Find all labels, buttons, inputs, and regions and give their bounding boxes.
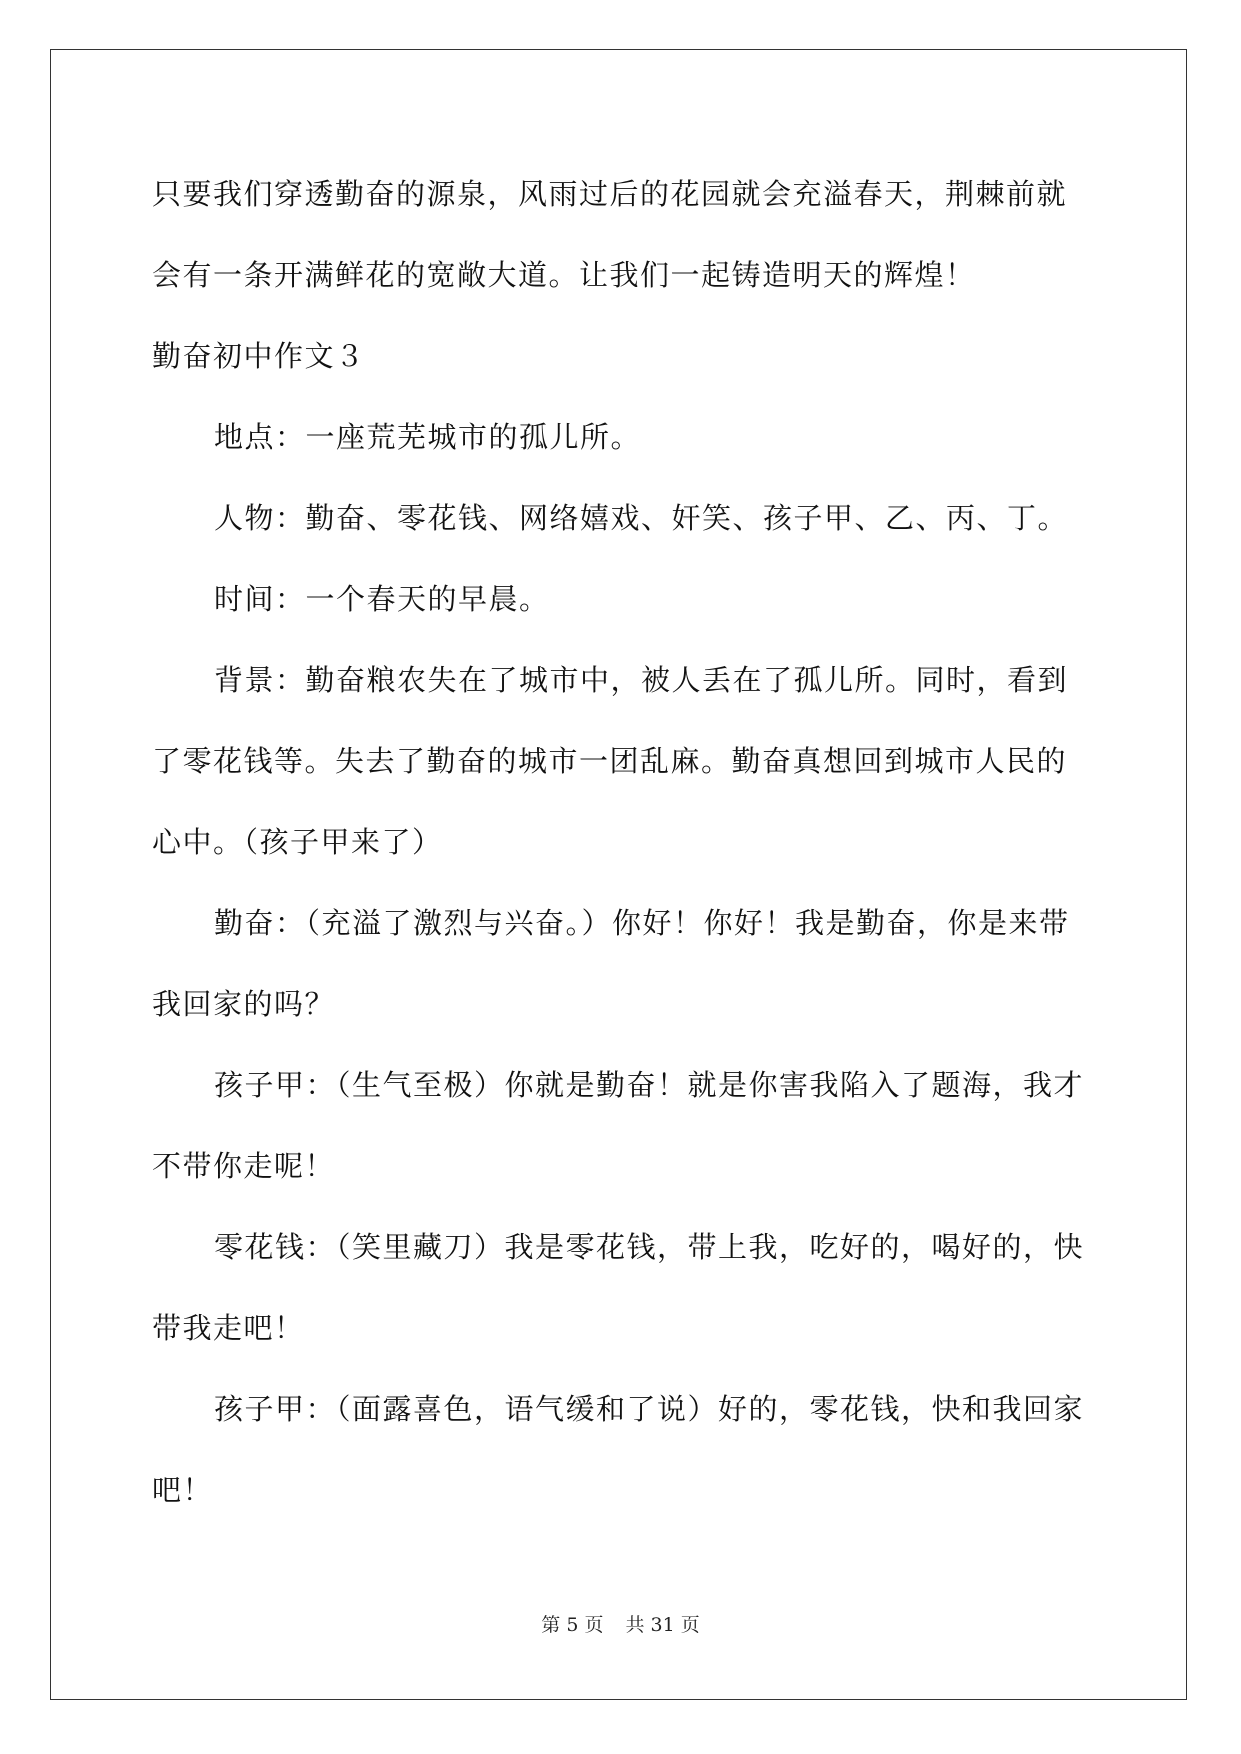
paragraph-line: 了零花钱等。失去了勤奋的城市一团乱麻。勤奋真想回到城市人民的 bbox=[152, 744, 1068, 778]
paragraph-line: 地点：一座荒芜城市的孤儿所。 bbox=[214, 420, 642, 454]
paragraph-line: 会有一条开满鲜花的宽敞大道。让我们一起铸造明天的辉煌！ bbox=[152, 258, 976, 292]
page-number: 第 5 页 bbox=[541, 1614, 604, 1636]
page-total: 共 31 页 bbox=[625, 1614, 700, 1636]
paragraph-line: 孩子甲：（面露喜色，语气缓和了说）好的，零花钱，快和我回家 bbox=[214, 1392, 1085, 1426]
paragraph-line: 孩子甲：（生气至极）你就是勤奋！就是你害我陷入了题海，我才 bbox=[214, 1068, 1085, 1102]
paragraph-line: 只要我们穿透勤奋的源泉，风雨过后的花园就会充溢春天，荆棘前就 bbox=[152, 177, 1068, 211]
paragraph-line: 吧！ bbox=[152, 1473, 214, 1507]
paragraph-line: 背景：勤奋粮农失在了城市中，被人丢在了孤儿所。同时，看到 bbox=[214, 663, 1069, 697]
paragraph-line: 时间：一个春天的早晨。 bbox=[214, 582, 550, 616]
paragraph-line: 人物：勤奋、零花钱、网络嬉戏、奸笑、孩子甲、乙、丙、丁。 bbox=[214, 501, 1069, 535]
paragraph-line: 零花钱：（笑里藏刀）我是零花钱，带上我，吃好的，喝好的，快 bbox=[214, 1230, 1085, 1264]
paragraph-line: 我回家的吗？ bbox=[152, 987, 336, 1021]
paragraph-line: 带我走吧！ bbox=[152, 1311, 305, 1345]
page-footer bbox=[0, 1610, 1241, 1637]
document-body bbox=[152, 154, 1088, 1531]
section-heading: 勤奋初中作文３ bbox=[152, 339, 366, 373]
paragraph-line: 心中。（孩子甲来了） bbox=[152, 825, 443, 859]
paragraph-line: 勤奋：（充溢了激烈与兴奋。）你好！你好！我是勤奋，你是来带 bbox=[214, 906, 1070, 940]
paragraph-line: 不带你走呢！ bbox=[152, 1149, 336, 1183]
